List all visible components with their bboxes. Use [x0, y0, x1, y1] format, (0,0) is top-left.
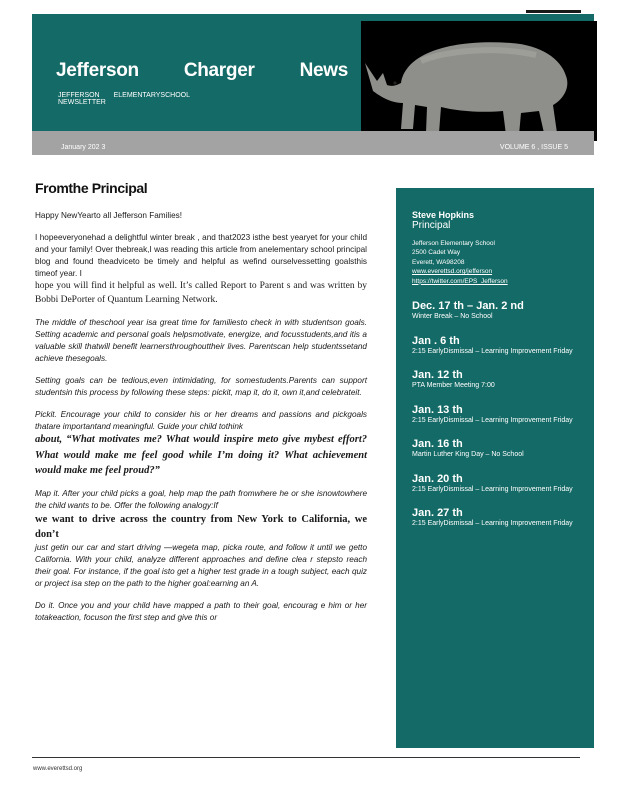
footer-url[interactable]: www.everettsd.org [33, 766, 83, 772]
rhino-photo [361, 21, 597, 141]
pick-it-paragraph: Pickit. Encourage your child to consider his or her dreams and passions and pickgoals thatare importantand meaningful. Guide your child tothink [35, 409, 367, 431]
map-it-paragraph: Map it. After your child picks a goal, help map the path fromwhere he or she isnowtowhere the child wants to be. Offer the following analogy:If [35, 489, 367, 510]
address-line: Everett, WA98208 [412, 258, 465, 266]
event-date: Jan. 13 th [412, 403, 463, 416]
calendar-event [412, 369, 578, 392]
principal-name: Steve Hopkins [412, 210, 475, 220]
article-paragraph: Setting goals can be tedious,even intimidating, for somestudents.Parents can support studentsin this process by following these steps: pickit, map it, do it, own it,and celebrateit. [35, 375, 367, 397]
calendar-event [412, 404, 578, 427]
title-word: Jefferson [56, 60, 139, 81]
address-line: 2500 Cadet Way [412, 249, 461, 257]
event-date: Jan . 6 th [412, 334, 460, 347]
event-text: 2:15 EarlyDismissal – Learning Improvement Friday [412, 520, 573, 528]
subtitle-word: NEWSLETTER [58, 99, 106, 106]
twitter-link[interactable]: https://twitter.com/EPS_Jefferson [412, 277, 508, 285]
event-text: 2:15 EarlyDismissal – Learning Improvement Friday [412, 347, 573, 355]
subtitle-word: JEFFERSON [58, 92, 100, 99]
title-word: News [299, 60, 348, 81]
event-date: Dec. 17 th – Jan. 2 nd [412, 300, 524, 313]
event-date: Jan. 20 th [412, 472, 463, 485]
issue-bar [32, 131, 594, 155]
sidebar-calendar [396, 188, 594, 748]
calendar-event [412, 507, 578, 530]
event-date: Jan. 16 th [412, 438, 463, 451]
principal-article [35, 178, 367, 634]
article-paragraph: The middle of theschool year isa great time for familiesto check in with studentson goals. Setting academic and personal goals helpsmotivate, energize, and focusstudents,and itis a valuable skill thatwill benefit learnersthroughouttheir lives. Parentscan help studentssetand achieve thesegoals. [35, 318, 367, 363]
top-rule [526, 10, 581, 13]
event-date: Jan. 12 th [412, 369, 463, 382]
do-it-paragraph: Do it. Once you and your child have mapped a path to their goal, encourag e him or her totakeaction, focuson the first step and give this or [35, 600, 367, 622]
pick-it-quote: about, “What motivates me? What would inspire meto give mybest effort? What would make me feel good while I’m doing it? What achievement would make me feel proud?” [35, 434, 367, 476]
event-text: Winter Break – No School [412, 313, 493, 321]
event-date: Jan. 27 th [412, 507, 463, 520]
map-it-analogy: we want to drive across the country from New York to California, we don’t [35, 513, 367, 541]
event-text: 2:15 EarlyDismissal – Learning Improvement Friday [412, 416, 573, 424]
volume-issue: VOLUME 6 , ISSUE 5 [499, 144, 568, 151]
event-text: 2:15 EarlyDismissal – Learning Improvement Friday [412, 485, 573, 493]
school-website-link[interactable]: www.everettsd.org/jefferson [412, 268, 493, 276]
principal-role: Principal [412, 220, 451, 231]
newsletter-title [56, 60, 348, 82]
school-address [412, 239, 578, 286]
newsletter-subtitle [58, 92, 258, 106]
map-it-continued: just getin our car and start driving —wegeta map, picka route, and follow it until we getto California. With your child, analyze different approaches and define clea r stepsto reach their goal. For instance, if the goal isto get a higher test grade in a tough subject, each quiz or project isa step on the path to the higher goal:earning an A. [35, 543, 367, 588]
calendar-event [412, 473, 578, 496]
event-text: Martin Luther King Day – No School [412, 451, 524, 459]
article-paragraph: hope you will find it helpful as well. It’s called Report to Parent s and was written by Bobbi DePorter of Quantum Learning Network. [35, 280, 367, 305]
rhino-silhouette [361, 21, 597, 141]
title-word: Charger [183, 60, 255, 81]
issue-date: January 202 3 [61, 144, 106, 151]
calendar-event [412, 335, 578, 358]
event-text: PTA Member Meeting 7:00 [412, 382, 495, 390]
calendar-event [412, 300, 578, 323]
article-paragraph: I hopeeveryonehad a delightful winter break , and that2023 isthe best yearyet for your child and your family! Over thebreak,I was reading this article from anelementary school principal blog and found theadviceto be timely and helpful as wefind ourselvessetting goalsthis timeof year. I [35, 233, 367, 278]
calendar-event [412, 438, 578, 461]
subtitle-word: ELEMENTARYSCHOOL [113, 92, 190, 99]
footer-rule [32, 757, 580, 758]
greeting: Happy NewYearto all Jefferson Families! [35, 211, 182, 221]
address-line: Jefferson Elementary School [412, 240, 495, 247]
article-heading: Fromthe Principal [35, 180, 148, 196]
